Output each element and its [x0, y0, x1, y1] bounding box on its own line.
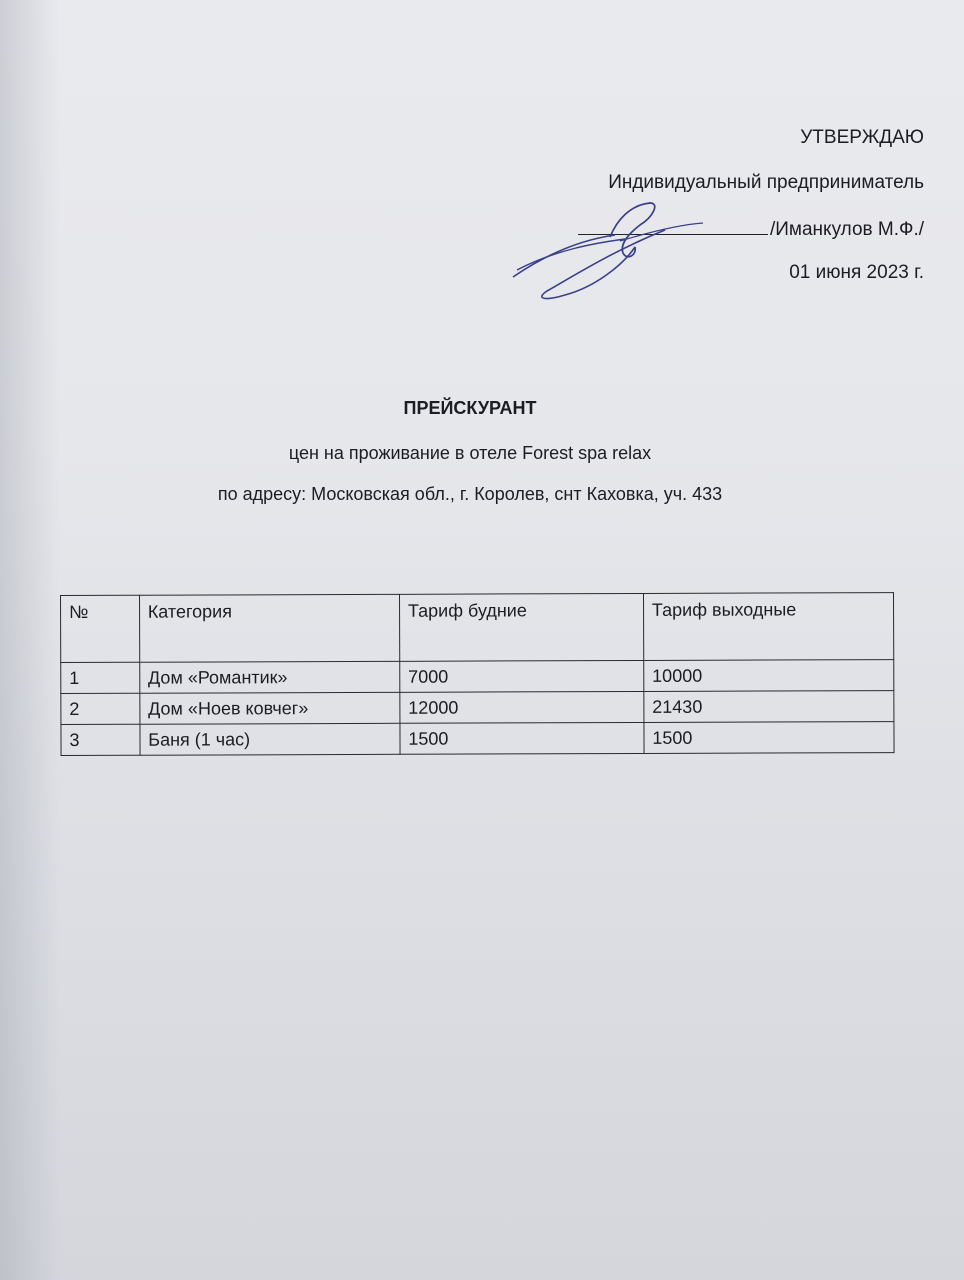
document-subtitle: цен на проживание в отеле Forest spa relax	[288, 443, 652, 463]
approver-name: /Иманкулов М.Ф./	[769, 219, 924, 240]
row-weekday-rate: 12000	[400, 691, 644, 723]
handwritten-signature	[505, 195, 705, 310]
table-row	[61, 660, 894, 694]
approver-position: Индивидуальный предприниматель	[608, 172, 924, 193]
table-header-row	[61, 593, 894, 663]
header-weekend-rate: Тариф выходные	[643, 593, 893, 661]
row-weekday-rate: 7000	[400, 660, 644, 692]
row-category: Баня (1 час)	[140, 723, 400, 755]
row-number: 2	[61, 693, 140, 724]
table-row	[61, 691, 894, 725]
row-weekend-rate: 1500	[644, 722, 894, 754]
row-weekday-rate: 1500	[400, 722, 644, 754]
row-weekend-rate: 21430	[644, 691, 894, 723]
table-row	[61, 722, 894, 756]
approval-date: 01 июня 2023 г.	[789, 262, 924, 283]
header-category: Категория	[139, 594, 399, 662]
row-weekend-rate: 10000	[644, 660, 894, 692]
row-category: Дом «Ноев ковчег»	[140, 692, 400, 724]
row-number: 3	[61, 724, 140, 755]
header-weekday-rate: Тариф будние	[399, 593, 643, 661]
row-category: Дом «Романтик»	[139, 661, 399, 693]
document-title: ПРЕЙСКУРАНТ	[403, 398, 537, 418]
price-table	[60, 592, 895, 756]
header-number: №	[61, 595, 140, 662]
approval-heading: УТВЕРЖДАЮ	[800, 127, 924, 148]
row-number: 1	[61, 662, 140, 693]
document-address: по адресу: Московская обл., г. Королев, снт Каховка, уч. 433	[217, 484, 723, 504]
page-shadow	[0, 0, 60, 1280]
